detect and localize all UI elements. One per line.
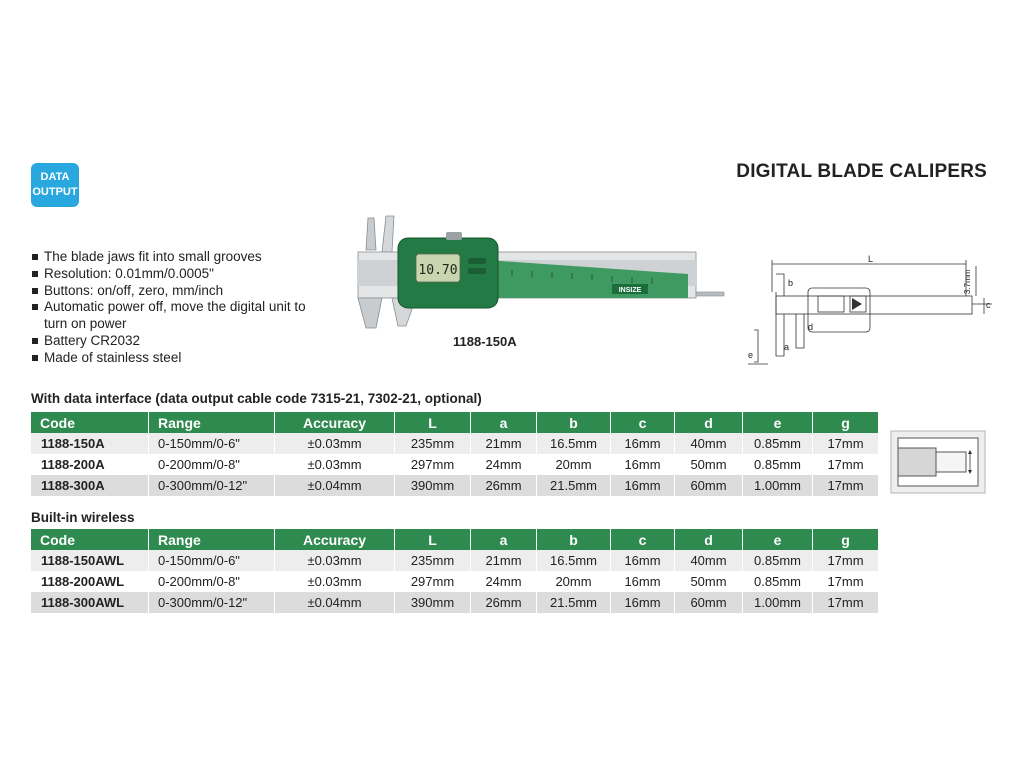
- cell-b: 16.5mm: [537, 433, 611, 454]
- cell-accuracy: ±0.03mm: [275, 550, 395, 571]
- cell-c: 16mm: [611, 433, 675, 454]
- column-header: Code: [31, 529, 149, 550]
- feature-item: Automatic power off, move the digital unit to turn on power: [31, 299, 321, 333]
- cell-range: 0-300mm/0-12": [149, 475, 275, 496]
- caliper-product-image: [336, 210, 728, 334]
- table-row: [31, 592, 879, 613]
- cell-e: 1.00mm: [743, 475, 813, 496]
- column-header: a: [471, 412, 537, 433]
- lcd-reading: 10.70: [418, 263, 458, 278]
- column-header: b: [537, 529, 611, 550]
- cell-e: 0.85mm: [743, 571, 813, 592]
- cell-d: 50mm: [675, 571, 743, 592]
- cell-e: 0.85mm: [743, 550, 813, 571]
- drawing-label-3-7mm: 3.7mm: [963, 269, 972, 294]
- cell-a: 26mm: [471, 475, 537, 496]
- cell-c: 16mm: [611, 592, 675, 613]
- cell-g: 17mm: [813, 571, 879, 592]
- feature-item: Buttons: on/off, zero, mm/inch: [31, 283, 321, 300]
- cell-a: 21mm: [471, 550, 537, 571]
- column-header: e: [743, 412, 813, 433]
- cell-l: 235mm: [395, 550, 471, 571]
- column-header: Accuracy: [275, 412, 395, 433]
- table-row: [31, 550, 879, 571]
- spec-table-wireless: [31, 529, 879, 613]
- cell-accuracy: ±0.03mm: [275, 571, 395, 592]
- cell-d: 60mm: [675, 592, 743, 613]
- feature-item: Resolution: 0.01mm/0.0005": [31, 266, 321, 283]
- cell-g: 17mm: [813, 454, 879, 475]
- page-title: DIGITAL BLADE CALIPERS: [736, 161, 987, 182]
- caliper-dimension-drawing: [748, 252, 992, 372]
- cell-a: 21mm: [471, 433, 537, 454]
- table-row: [31, 571, 879, 592]
- cell-c: 16mm: [611, 475, 675, 496]
- feature-item: Made of stainless steel: [31, 350, 321, 367]
- column-header: a: [471, 529, 537, 550]
- table-label-data-interface: With data interface (data output cable code 7315-21, 7302-21, optional): [31, 391, 482, 406]
- spec-table-data-interface: [31, 412, 879, 496]
- column-header: Accuracy: [275, 529, 395, 550]
- data-output-badge: [31, 163, 79, 207]
- column-header: Code: [31, 412, 149, 433]
- drawing-label-a: a: [784, 342, 790, 352]
- cell-g: 17mm: [813, 433, 879, 454]
- drawing-label-c: c: [986, 300, 991, 310]
- cell-c: 16mm: [611, 454, 675, 475]
- cell-b: 20mm: [537, 571, 611, 592]
- cell-l: 390mm: [395, 592, 471, 613]
- cell-g: 17mm: [813, 475, 879, 496]
- cell-range: 0-200mm/0-8": [149, 571, 275, 592]
- cell-range: 0-200mm/0-8": [149, 454, 275, 475]
- column-header: d: [675, 412, 743, 433]
- cell-code: 1188-200AWL: [31, 571, 149, 592]
- cell-l: 235mm: [395, 433, 471, 454]
- cell-g: 17mm: [813, 550, 879, 571]
- drawing-label-e: e: [748, 350, 754, 360]
- cell-e: 0.85mm: [743, 433, 813, 454]
- column-header: e: [743, 529, 813, 550]
- cell-d: 50mm: [675, 454, 743, 475]
- cell-range: 0-150mm/0-6": [149, 550, 275, 571]
- cell-b: 20mm: [537, 454, 611, 475]
- cell-d: 60mm: [675, 475, 743, 496]
- jaw-detail-drawing: [890, 430, 986, 494]
- feature-item: The blade jaws fit into small grooves: [31, 249, 321, 266]
- feature-list: [31, 249, 321, 367]
- badge-line-2: OUTPUT: [32, 186, 78, 198]
- column-header: L: [395, 529, 471, 550]
- cell-b: 16.5mm: [537, 550, 611, 571]
- table-header-row: [31, 412, 879, 433]
- cell-accuracy: ±0.03mm: [275, 433, 395, 454]
- cell-code: 1188-150A: [31, 433, 149, 454]
- cell-range: 0-300mm/0-12": [149, 592, 275, 613]
- table-label-wireless: Built-in wireless: [31, 510, 135, 525]
- cell-e: 1.00mm: [743, 592, 813, 613]
- cell-b: 21.5mm: [537, 475, 611, 496]
- cell-accuracy: ±0.04mm: [275, 475, 395, 496]
- cell-code: 1188-150AWL: [31, 550, 149, 571]
- table-row: [31, 454, 879, 475]
- cell-l: 390mm: [395, 475, 471, 496]
- cell-e: 0.85mm: [743, 454, 813, 475]
- cell-a: 26mm: [471, 592, 537, 613]
- cell-code: 1188-300AWL: [31, 592, 149, 613]
- column-header: c: [611, 412, 675, 433]
- table-row: [31, 475, 879, 496]
- cell-accuracy: ±0.04mm: [275, 592, 395, 613]
- feature-item: Battery CR2032: [31, 333, 321, 350]
- cell-c: 16mm: [611, 571, 675, 592]
- cell-b: 21.5mm: [537, 592, 611, 613]
- cell-a: 24mm: [471, 454, 537, 475]
- column-header: b: [537, 412, 611, 433]
- column-header: g: [813, 529, 879, 550]
- column-header: Range: [149, 412, 275, 433]
- drawing-label-d: d: [808, 322, 814, 332]
- brand-logo: INSIZE: [618, 287, 642, 294]
- cell-l: 297mm: [395, 454, 471, 475]
- column-header: g: [813, 412, 879, 433]
- cell-code: 1188-300A: [31, 475, 149, 496]
- cell-g: 17mm: [813, 592, 879, 613]
- drawing-label-b: b: [788, 278, 794, 288]
- badge-line-1: DATA: [40, 171, 70, 183]
- cell-l: 297mm: [395, 571, 471, 592]
- cell-range: 0-150mm/0-6": [149, 433, 275, 454]
- table-header-row: [31, 529, 879, 550]
- cell-d: 40mm: [675, 550, 743, 571]
- cell-a: 24mm: [471, 571, 537, 592]
- cell-d: 40mm: [675, 433, 743, 454]
- column-header: d: [675, 529, 743, 550]
- cell-c: 16mm: [611, 550, 675, 571]
- column-header: c: [611, 529, 675, 550]
- column-header: Range: [149, 529, 275, 550]
- product-caption: 1188-150A: [453, 334, 517, 349]
- drawing-label-l: L: [868, 254, 874, 264]
- cell-code: 1188-200A: [31, 454, 149, 475]
- table-row: [31, 433, 879, 454]
- cell-accuracy: ±0.03mm: [275, 454, 395, 475]
- column-header: L: [395, 412, 471, 433]
